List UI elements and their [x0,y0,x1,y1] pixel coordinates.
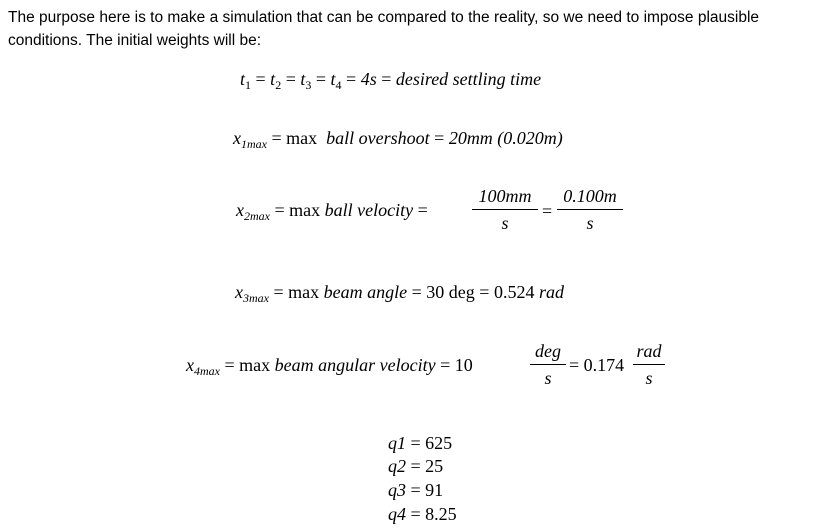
weight-q3: q3 = 91 [388,480,444,500]
fraction-rad-per-s-num: rad [636,341,662,361]
equation-x2max: $x_{2max} = \max$ ball velocity = [236,200,428,223]
intro-paragraph: The purpose here is to make a simulation that can be compared to the reality, so we need to impose plausible conditions. The initial weights will be: [8,9,760,49]
weight-q2: q2 = 25 [388,456,444,476]
fraction-ball-velocity-mm-den: s [501,213,509,233]
fraction-bar [530,364,566,365]
fraction-deg-per-s-num: deg [535,341,561,361]
fraction-ball-velocity-mm: 100mm [478,186,532,206]
equation-x1max: $x_{1max} = \max$ ball overshoot = 20mm (0.020m) [233,128,563,151]
fraction-ball-velocity-m: 0.100m [563,186,617,206]
equals-sign: = [542,201,553,221]
equation-x4max: $x_{4max} = \max$ beam angular velocity = 10 [186,355,473,378]
weight-q1: q1 = 625 [388,433,453,453]
equation-settling-time: $t_1 = t_2 = t_3 = t_4 = 4s$ = desired settling time [240,69,542,92]
fraction-deg-per-s-den: s [544,368,552,388]
equation-x4max-rad: = 0.174 [569,355,625,375]
fraction-bar [472,209,538,210]
fraction-rad-per-s-den: s [645,368,653,388]
fraction-bar [557,209,623,210]
fraction-ball-velocity-m-den: s [586,213,594,233]
weight-q4: q4 = 8.25 [388,504,457,524]
equation-x3max: $x_{3max} = \max$ beam angle = 30 deg = 0.524 rad [235,282,564,305]
fraction-bar [633,364,665,365]
